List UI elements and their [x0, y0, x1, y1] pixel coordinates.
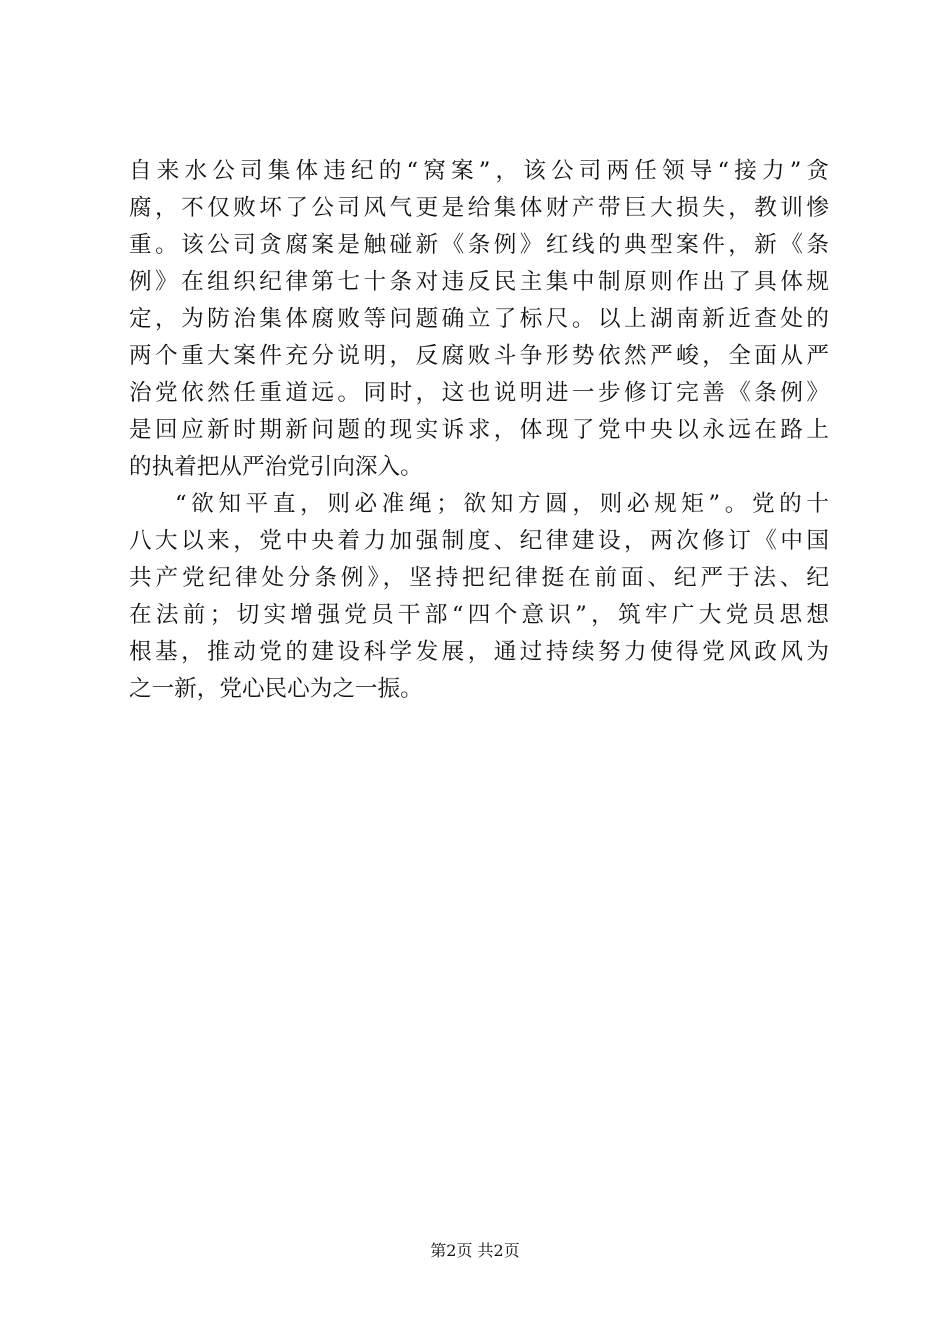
text-line: 根基，推动党的建设科学发展，通过持续努力使得党风政风为 [129, 639, 829, 665]
text-line: 在法前；切实增强党员干部“四个意识”，筑牢广大党员思想 [129, 602, 829, 628]
page-number-footer: 第2页 共2页 [430, 1241, 520, 1260]
text-line: 共产党纪律处分条例》，坚持把纪律挺在前面、纪严于法、纪 [129, 565, 829, 591]
text-line: 是回应新时期新问题的现实诉求，体现了党中央以永远在路上 [129, 417, 829, 443]
text-line: 之一新，党心民心为之一振。 [129, 676, 423, 702]
paragraph-2 [129, 486, 829, 708]
text-line: 八大以来，党中央着力加强制度、纪律建设，两次修订《中国 [129, 528, 829, 554]
text-line: 自来水公司集体违纪的“窝案”，该公司两任领导“接力”贪 [129, 158, 829, 184]
text-line: 的执着把从严治党引向深入。 [129, 454, 423, 480]
text-line: 两个重大案件充分说明，反腐败斗争形势依然严峻，全面从严 [129, 343, 829, 369]
document-body [129, 153, 829, 708]
text-line: 治党依然任重道远。同时，这也说明进一步修订完善《条例》 [129, 380, 829, 406]
paragraph-1 [129, 153, 829, 486]
text-line: 腐，不仅败坏了公司风气更是给集体财产带巨大损失，教训惨 [129, 195, 829, 221]
text-line: “欲知平直，则必准绳；欲知方圆，则必规矩”。党的十 [175, 491, 829, 517]
text-line: 例》在组织纪律第七十条对违反民主集中制原则作出了具体规 [129, 269, 829, 295]
text-line: 定，为防治集体腐败等问题确立了标尺。以上湖南新近查处的 [129, 306, 829, 332]
text-line: 重。该公司贪腐案是触碰新《条例》红线的典型案件，新《条 [129, 232, 829, 258]
